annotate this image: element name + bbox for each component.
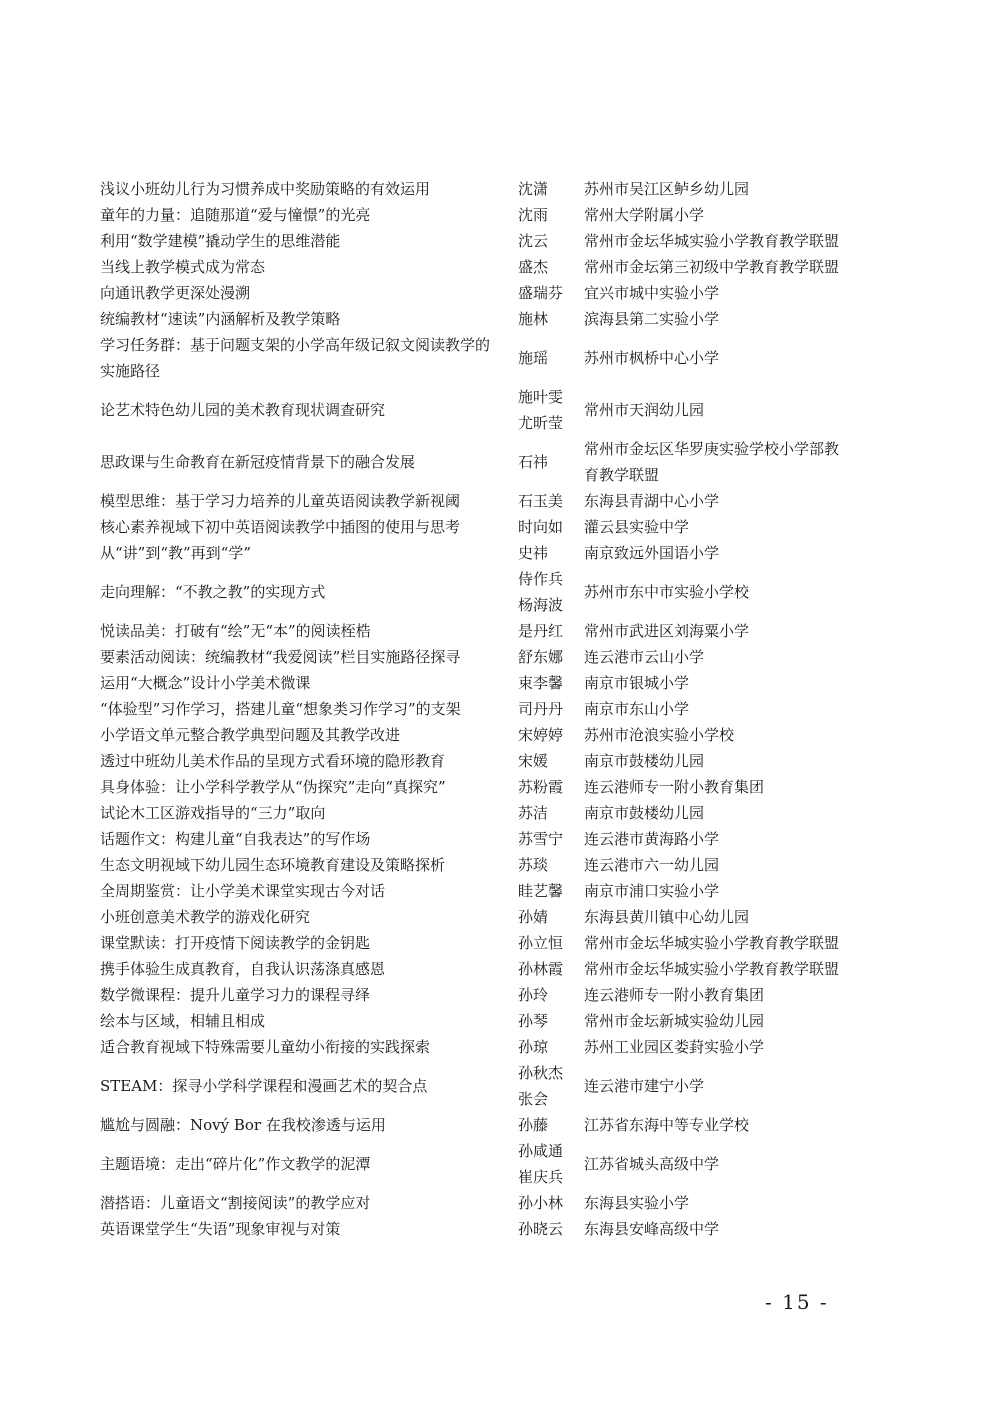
- table-row: [100, 176, 900, 202]
- author-name: 舒东娜: [518, 648, 564, 666]
- table-row: [100, 566, 900, 618]
- paper-title: 透过中班幼儿美术作品的呈现方式看环境的隐形教育: [100, 752, 446, 770]
- organization: 常州市金坛华城实验小学教育教学联盟: [584, 960, 840, 978]
- author-name: 孙婧: [518, 908, 549, 926]
- author-cell: [500, 1112, 584, 1138]
- table-row: [100, 1060, 900, 1112]
- author-name: 束李馨: [518, 674, 564, 692]
- organization: 东海县安峰高级中学: [584, 1220, 720, 1238]
- paper-title: 童年的力量：追随那道“爱与憧憬”的光亮: [100, 206, 371, 224]
- paper-title: 话题作文：构建儿童“自我表达”的写作场: [100, 830, 371, 848]
- organization: 东海县青湖中心小学: [584, 492, 720, 510]
- table-row: [100, 696, 900, 722]
- author-name: 时向如: [518, 518, 564, 536]
- organization: 苏州市沧浪实验小学校: [584, 726, 735, 744]
- author-cell: [500, 800, 584, 826]
- table-row: [100, 852, 900, 878]
- author-cell: [500, 345, 584, 371]
- author-name: 苏粉霞: [518, 778, 564, 796]
- author-cell: [500, 904, 584, 930]
- paper-title: 向通讯教学更深处漫溯: [100, 284, 251, 302]
- organization: 苏州市枫桥中心小学: [584, 349, 720, 367]
- paper-title: 小班创意美术教学的游戏化研究: [100, 908, 311, 926]
- author-name: 沈雨: [518, 206, 549, 224]
- author-name: 眭艺馨: [518, 882, 564, 900]
- paper-title: 论艺术特色幼儿园的美术教育现状调查研究: [100, 401, 386, 419]
- author-cell: [500, 618, 584, 644]
- table-row: [100, 280, 900, 306]
- table-row: [100, 1112, 900, 1138]
- organization: 苏州市吴江区鲈乡幼儿园: [584, 180, 750, 198]
- paper-title: 适合教育视域下特殊需要儿童幼小衔接的实践探索: [100, 1038, 431, 1056]
- organization: 常州市金坛区华罗庚实验学校小学部教育教学联盟: [584, 440, 840, 484]
- paper-title: 生态文明视域下幼儿园生态环境教育建设及策略探析: [100, 856, 446, 874]
- paper-title: 课堂默读：打开疫情下阅读教学的金钥匙: [100, 934, 371, 952]
- organization: 南京市银城小学: [584, 674, 690, 692]
- author-cell: [500, 852, 584, 878]
- author-name: 孙玲: [518, 986, 549, 1004]
- paper-list-table: [100, 176, 900, 1242]
- paper-title: STEAM：探寻小学科学课程和漫画艺术的契合点: [100, 1077, 428, 1095]
- author-name: 孙藤: [518, 1116, 549, 1134]
- table-row: [100, 1138, 900, 1190]
- author-name: 孙小林: [518, 1194, 564, 1212]
- table-row: [100, 228, 900, 254]
- organization: 常州市金坛第三初级中学教育教学联盟: [584, 258, 840, 276]
- author-cell: [500, 280, 584, 306]
- table-row: [100, 1190, 900, 1216]
- author-cell: [500, 1216, 584, 1242]
- author-name: 盛杰: [518, 258, 549, 276]
- author-name: 孙晓云: [518, 1220, 564, 1238]
- author-cell: [500, 826, 584, 852]
- author-name: 盛瑞芬: [518, 284, 564, 302]
- author-name: 苏洁: [518, 804, 549, 822]
- table-row: [100, 1034, 900, 1060]
- organization: 连云港师专一附小教育集团: [584, 986, 765, 1004]
- author-name: 施瑶: [518, 349, 549, 367]
- author-name: 孙林霞: [518, 960, 564, 978]
- paper-title: 主题语境：走出“碎片化”作文教学的泥潭: [100, 1155, 371, 1173]
- author-cell: [500, 1138, 584, 1190]
- paper-title: 潜搭语：儿童语文“割接阅读”的教学应对: [100, 1194, 371, 1212]
- author-cell: [500, 696, 584, 722]
- table-row: [100, 930, 900, 956]
- organization: 常州市金坛华城实验小学教育教学联盟: [584, 232, 840, 250]
- author-name: 沈云: [518, 232, 549, 250]
- author-name: 苏雪宁: [518, 830, 564, 848]
- author-name: 孙琼: [518, 1038, 549, 1056]
- author-name: 石玉美: [518, 492, 564, 510]
- paper-title: 携手体验生成真教育，自我认识荡涤真感恩: [100, 960, 386, 978]
- author-name: 杨海波: [518, 596, 564, 614]
- paper-title: 核心素养视域下初中英语阅读教学中插图的使用与思考: [100, 518, 461, 536]
- organization: 连云港市云山小学: [584, 648, 705, 666]
- author-name: 孙咸通: [518, 1142, 564, 1160]
- author-cell: [500, 254, 584, 280]
- organization: 东海县实验小学: [584, 1194, 690, 1212]
- table-row: [100, 540, 900, 566]
- organization: 常州市武进区刘海粟小学: [584, 622, 750, 640]
- organization: 连云港市黄海路小学: [584, 830, 720, 848]
- author-cell: [500, 514, 584, 540]
- organization: 连云港市建宁小学: [584, 1077, 705, 1095]
- paper-title: 悦读品美：打破有“绘”无“本”的阅读桎梏: [100, 622, 371, 640]
- table-row: [100, 384, 900, 436]
- author-name: 施叶雯: [518, 388, 564, 406]
- author-name: 孙秋杰: [518, 1064, 564, 1082]
- organization: 南京市鼓楼幼儿园: [584, 804, 705, 822]
- page-number: - 15 -: [765, 1290, 829, 1314]
- author-cell: [500, 748, 584, 774]
- paper-title: 统编教材“速读”内涵解析及教学策略: [100, 310, 341, 328]
- organization: 常州市金坛新城实验幼儿园: [584, 1012, 765, 1030]
- author-cell: [500, 644, 584, 670]
- author-name: 孙立恒: [518, 934, 564, 952]
- author-name: 是丹红: [518, 622, 564, 640]
- author-cell: [500, 774, 584, 800]
- organization: 常州市天润幼儿园: [584, 401, 705, 419]
- organization: 江苏省城头高级中学: [584, 1155, 720, 1173]
- author-cell: [500, 566, 584, 618]
- author-name: 尤昕莹: [518, 414, 564, 432]
- author-name: 施林: [518, 310, 549, 328]
- author-name: 苏琰: [518, 856, 549, 874]
- table-row: [100, 644, 900, 670]
- paper-title: 思政课与生命教育在新冠疫情背景下的融合发展: [100, 453, 416, 471]
- paper-title: 数学微课程：提升儿童学习力的课程寻绎: [100, 986, 371, 1004]
- paper-title: 当线上教学模式成为常态: [100, 258, 266, 276]
- author-name: 崔庆兵: [518, 1168, 564, 1186]
- author-cell: [500, 1034, 584, 1060]
- table-row: [100, 254, 900, 280]
- author-cell: [500, 540, 584, 566]
- table-row: [100, 436, 900, 488]
- author-cell: [500, 1008, 584, 1034]
- table-row: [100, 904, 900, 930]
- author-name: 宋婷婷: [518, 726, 564, 744]
- author-cell: [500, 670, 584, 696]
- table-row: [100, 514, 900, 540]
- table-row: [100, 878, 900, 904]
- table-row: [100, 1008, 900, 1034]
- table-row: [100, 774, 900, 800]
- author-name: 张会: [518, 1090, 549, 1108]
- paper-title: 浅议小班幼儿行为习惯养成中奖励策略的有效运用: [100, 180, 431, 198]
- organization: 灌云县实验中学: [584, 518, 690, 536]
- organization: 常州市金坛华城实验小学教育教学联盟: [584, 934, 840, 952]
- author-name: 司丹丹: [518, 700, 564, 718]
- paper-title: 模型思维：基于学习力培养的儿童英语阅读教学新视阈: [100, 492, 461, 510]
- paper-title: 学习任务群：基于问题支架的小学高年级记叙文阅读教学的实施路径: [100, 336, 491, 380]
- table-row: [100, 618, 900, 644]
- organization: 南京市东山小学: [584, 700, 690, 718]
- paper-title: 走向理解：“不教之教”的实现方式: [100, 583, 326, 601]
- organization: 苏州市东中市实验小学校: [584, 583, 750, 601]
- author-cell: [500, 1060, 584, 1112]
- author-name: 宋媛: [518, 752, 549, 770]
- author-cell: [500, 956, 584, 982]
- author-cell: [500, 202, 584, 228]
- organization: 苏州工业园区娄葑实验小学: [584, 1038, 765, 1056]
- paper-title: 英语课堂学生“失语”现象审视与对策: [100, 1220, 341, 1238]
- author-cell: [500, 488, 584, 514]
- author-cell: [500, 722, 584, 748]
- table-row: [100, 332, 900, 384]
- table-row: [100, 956, 900, 982]
- author-name: 沈潇: [518, 180, 549, 198]
- organization: 南京市鼓楼幼儿园: [584, 752, 705, 770]
- organization: 东海县黄川镇中心幼儿园: [584, 908, 750, 926]
- author-cell: [500, 449, 584, 475]
- author-cell: [500, 1190, 584, 1216]
- author-name: 石祎: [518, 453, 549, 471]
- paper-title: 要素活动阅读：统编教材“我爱阅读”栏目实施路径探寻: [100, 648, 461, 666]
- author-name: 史祎: [518, 544, 549, 562]
- organization: 江苏省东海中等专业学校: [584, 1116, 750, 1134]
- organization: 滨海县第二实验小学: [584, 310, 720, 328]
- organization: 连云港师专一附小教育集团: [584, 778, 765, 796]
- table-row: [100, 748, 900, 774]
- table-row: [100, 1216, 900, 1242]
- table-row: [100, 306, 900, 332]
- paper-title: 绘本与区域，相辅且相成: [100, 1012, 266, 1030]
- author-cell: [500, 306, 584, 332]
- paper-title: “体验型”习作学习，搭建儿童“想象类习作学习”的支架: [100, 700, 461, 718]
- paper-title: 具身体验：让小学科学教学从“伪探究”走向“真探究”: [100, 778, 446, 796]
- author-cell: [500, 228, 584, 254]
- table-row: [100, 826, 900, 852]
- paper-title: 利用“数学建模”撬动学生的思维潜能: [100, 232, 341, 250]
- author-cell: [500, 930, 584, 956]
- author-cell: [500, 878, 584, 904]
- paper-title: 试论木工区游戏指导的“三力”取向: [100, 804, 326, 822]
- table-row: [100, 722, 900, 748]
- author-name: 侍作兵: [518, 570, 564, 588]
- paper-title: 从“讲”到“教”再到“学”: [100, 544, 252, 562]
- paper-title: 全周期鉴赏：让小学美术课堂实现古今对话: [100, 882, 386, 900]
- paper-title: 尴尬与圆融：Nový Bor 在我校渗透与运用: [100, 1116, 386, 1134]
- organization: 南京致远外国语小学: [584, 544, 720, 562]
- author-name: 孙琴: [518, 1012, 549, 1030]
- author-cell: [500, 384, 584, 436]
- author-cell: [500, 982, 584, 1008]
- table-row: [100, 488, 900, 514]
- table-row: [100, 202, 900, 228]
- organization: 南京市浦口实验小学: [584, 882, 720, 900]
- author-cell: [500, 176, 584, 202]
- paper-title: 小学语文单元整合教学典型问题及其教学改进: [100, 726, 401, 744]
- table-row: [100, 800, 900, 826]
- organization: 宜兴市城中实验小学: [584, 284, 720, 302]
- table-row: [100, 670, 900, 696]
- table-row: [100, 982, 900, 1008]
- organization: 常州大学附属小学: [584, 206, 705, 224]
- organization: 连云港市六一幼儿园: [584, 856, 720, 874]
- paper-title: 运用“大概念”设计小学美术微课: [100, 674, 311, 692]
